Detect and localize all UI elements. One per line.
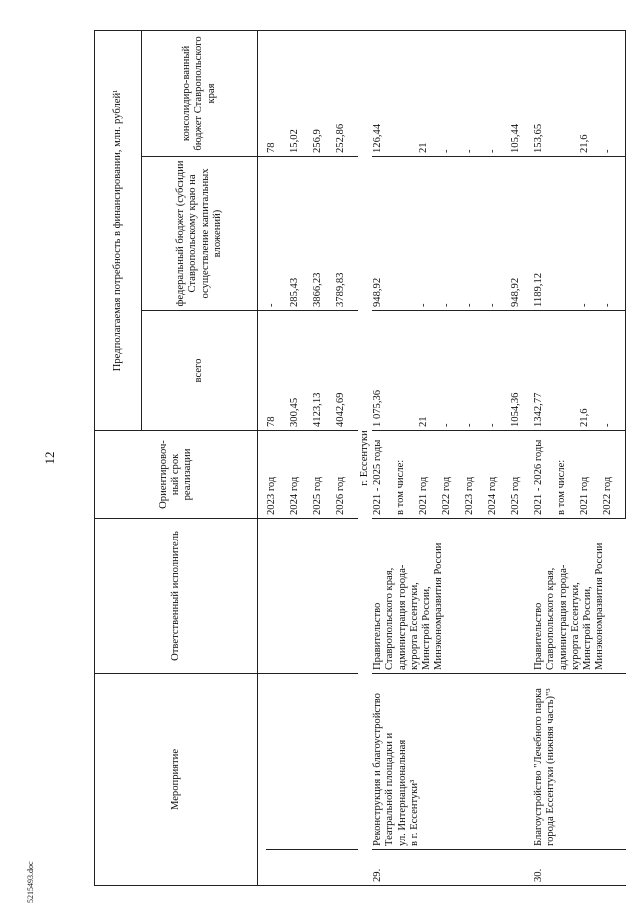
regional-cell: -: [464, 30, 487, 156]
header-event: Мероприятие: [95, 673, 258, 885]
table-row: [289, 30, 312, 885]
term-cell: 2025 год: [312, 430, 335, 518]
total-cell: -: [464, 310, 487, 430]
term-cell: 2021 - 2025 годы: [372, 430, 395, 518]
regional-cell: 78: [266, 30, 289, 156]
term-cell: 2023 год: [266, 430, 289, 518]
executor-name-line: Ставропольского края,: [384, 567, 396, 670]
regional-cell: 21,6: [579, 30, 602, 156]
regional-cell: -: [487, 30, 510, 156]
event-name-line: в г. Ессентуки³: [408, 779, 420, 846]
executor-name-line: курорта Ессентуки,: [569, 581, 581, 670]
executor-name-line: администрация города-: [557, 564, 569, 670]
total-cell: -: [487, 310, 510, 430]
federal-cell: -: [441, 156, 464, 310]
federal-cell: 948,92: [372, 156, 395, 310]
event-cell: [289, 673, 312, 849]
executor-cell: [335, 518, 358, 673]
total-cell: 1054,36: [510, 310, 533, 430]
event-name: [533, 673, 626, 849]
financing-table: [94, 29, 626, 885]
item-number: 29.: [372, 849, 533, 885]
event-name-line: города Ессентуки (нижняя часть)"³: [545, 687, 557, 846]
regional-cell: -: [602, 30, 626, 156]
regional-cell: [395, 30, 418, 156]
executor-name-line: Ставропольского края,: [545, 567, 557, 670]
regional-cell: 21: [418, 30, 441, 156]
total-cell: 21: [418, 310, 441, 430]
executor-cell: [266, 518, 289, 673]
regional-cell: [556, 30, 579, 156]
federal-cell: -: [266, 156, 289, 310]
regional-cell: 105,44: [510, 30, 533, 156]
total-cell: 4042,69: [335, 310, 358, 430]
federal-cell: 948,92: [510, 156, 533, 310]
regional-cell: 153,65: [533, 30, 556, 156]
term-cell: 2024 год: [289, 430, 312, 518]
header-regional: консолидиро-ванный бюджет Ставропольского края: [142, 30, 258, 156]
federal-cell: -: [418, 156, 441, 310]
header-funding: Предполагаемая потребность в финансировании, млн. рублей¹: [95, 30, 142, 430]
term-cell: в том числе:: [395, 430, 418, 518]
event-name-line: Реконструкция и благоустройство: [372, 692, 384, 846]
term-cell: в том числе:: [556, 430, 579, 518]
total-cell: 4123,13: [312, 310, 335, 430]
header-executor: Ответственный исполнитель: [95, 518, 258, 673]
event-cell: [335, 673, 358, 849]
total-cell: [395, 310, 418, 430]
header-term: Ориентировоч-ный срок реализации: [95, 430, 258, 518]
executor-cell: [312, 518, 335, 673]
executor-cell: [289, 518, 312, 673]
executor-name-line: Правительство: [533, 602, 545, 670]
regional-cell: 256,9: [312, 30, 335, 156]
table-row: [533, 30, 556, 885]
federal-cell: 3789,83: [335, 156, 358, 310]
table-row: [266, 30, 289, 885]
event-name-line: Театральной площадки и: [384, 732, 396, 846]
region-row: [358, 30, 372, 885]
executor-name-line: курорта Ессентуки,: [408, 581, 420, 670]
federal-cell: 1189,12: [533, 156, 556, 310]
financing-table-rotated: [94, 31, 639, 886]
table-row: [372, 30, 395, 885]
table-row: [312, 30, 335, 885]
executor-name-line: Минстрой России,: [420, 585, 432, 670]
header-total: всего: [142, 310, 258, 430]
event-name-line: ул. Интернациональная: [396, 739, 408, 846]
executor-name: [372, 518, 533, 673]
term-cell: 2021 - 2026 годы: [533, 430, 556, 518]
total-cell: -: [441, 310, 464, 430]
federal-cell: -: [602, 156, 626, 310]
total-cell: [556, 310, 579, 430]
executor-name-line: Минэкономразвития России: [594, 542, 606, 670]
num-cell: [289, 849, 312, 885]
term-cell: 2021 год: [418, 430, 441, 518]
header-federal: федеральный бюджет (субсидии Ставропольскому краю на осуществление капитальных вложений): [142, 156, 258, 310]
term-cell: 2021 год: [579, 430, 602, 518]
total-cell: 300,45: [289, 310, 312, 430]
federal-cell: -: [579, 156, 602, 310]
region-label: г. Ессентуки: [358, 30, 372, 885]
item-number: 30.: [533, 849, 626, 885]
total-cell: 1 075,36: [372, 310, 395, 430]
total-cell: 21,6: [579, 310, 602, 430]
term-cell: 2026 год: [335, 430, 358, 518]
executor-name-line: Минэкономразвития России: [433, 542, 445, 670]
executor-name-line: Правительство: [372, 602, 384, 670]
federal-cell: -: [464, 156, 487, 310]
num-cell: [312, 849, 335, 885]
term-cell: 2023 год: [464, 430, 487, 518]
event-cell: [266, 673, 289, 849]
term-cell: 2025 год: [510, 430, 533, 518]
federal-cell: [556, 156, 579, 310]
document-code: 5215493.doc: [26, 861, 35, 903]
regional-cell: 252,86: [335, 30, 358, 156]
regional-cell: 126,44: [372, 30, 395, 156]
term-cell: 2022 год: [441, 430, 464, 518]
executor-name: [533, 518, 626, 673]
total-cell: 78: [266, 310, 289, 430]
page-number: 12: [42, 451, 57, 465]
regional-cell: -: [441, 30, 464, 156]
regional-cell: 15,02: [289, 30, 312, 156]
federal-cell: [395, 156, 418, 310]
table-row: [335, 30, 358, 885]
federal-cell: 3866,23: [312, 156, 335, 310]
federal-cell: 285,43: [289, 156, 312, 310]
executor-name-line: Минстрой России,: [581, 585, 593, 670]
federal-cell: -: [487, 156, 510, 310]
num-cell: [335, 849, 358, 885]
total-cell: 1342,77: [533, 310, 556, 430]
total-cell: -: [602, 310, 626, 430]
term-cell: 2022 год: [602, 430, 626, 518]
executor-name-line: администрация города-: [396, 564, 408, 670]
num-cell: [266, 849, 289, 885]
term-cell: 2024 год: [487, 430, 510, 518]
table-body: [258, 30, 626, 885]
event-cell: [312, 673, 335, 849]
event-name: [372, 673, 533, 849]
event-name-line: Благоустройство "Лечебного парка: [533, 687, 545, 846]
